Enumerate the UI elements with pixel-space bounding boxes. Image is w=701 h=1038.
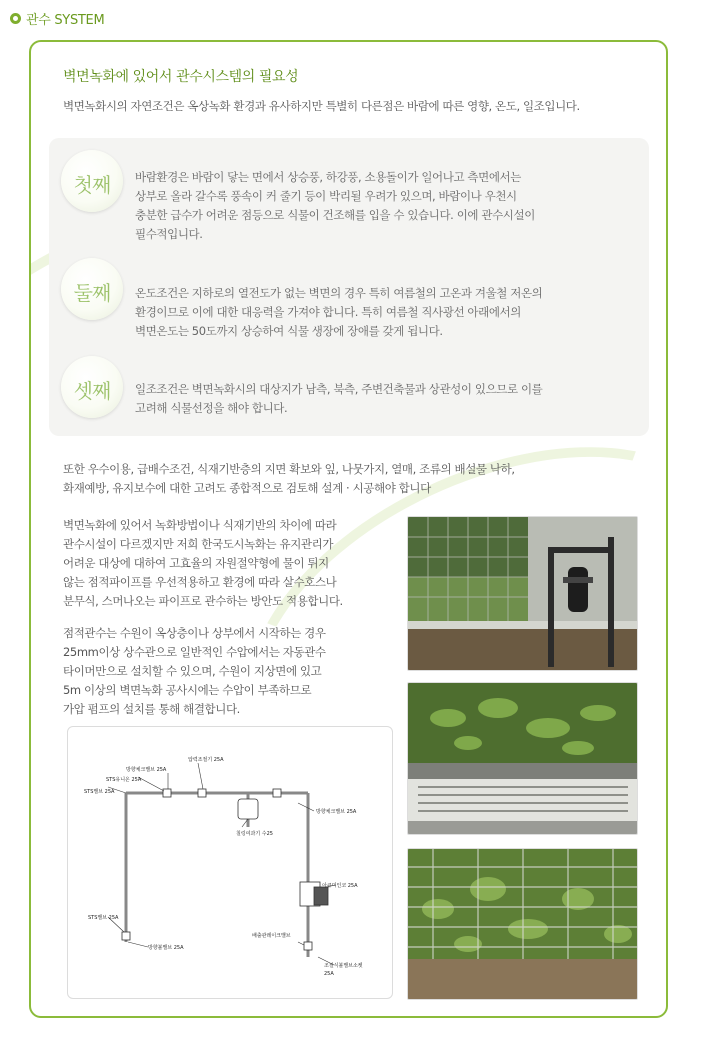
conditions-box	[49, 138, 649, 436]
photo-green-wall	[407, 848, 638, 1000]
section-intro: 벽면녹화시의 자연조건은 옥상녹화 환경과 유사하지만 특별히 다른점은 바람에 따른 영향, 온도, 일조입니다.	[63, 99, 580, 113]
section-title: 벽면녹화에 있어서 관수시스템의 필요성	[63, 69, 299, 85]
svg-text:배출관레이크밸브: 배출관레이크밸브	[252, 933, 291, 939]
svg-text:압력조절기 25A: 압력조절기 25A	[188, 757, 224, 763]
svg-text:방향체크밸브 25A: 방향체크밸브 25A	[316, 809, 357, 815]
svg-text:25A: 25A	[324, 971, 334, 977]
svg-text:STS밸브 25A: STS밸브 25A	[84, 789, 115, 795]
svg-text:칠링여과기 수25: 칠링여과기 수25	[236, 831, 273, 837]
condition-text: 온도조건은 지하로의 열전도가 없는 벽면의 경우 특히 여름철의 고온과 겨울철 저온의 환경이므로 이에 대한 대응력을 가져야 합니다. 특히 여름철 직사광선 아래에서의 벽면온도는 50도까지 상승하여 식물 생장에 장애를 갖게 됩니다.	[135, 286, 543, 338]
paragraph-considerations: 또한 우수이용, 급배수조건, 식재기반층의 지면 확보와 잎, 나뭇가지, 열매, 조류의 배설물 낙하, 화재예방, 유지보수에 대한 고려도 종합적으로 검토해 설계 · 시공해야 합니다	[63, 462, 515, 495]
badge-second: 둘째	[61, 258, 123, 320]
svg-text:아큐미인코 25A: 아큐미인코 25A	[322, 883, 358, 889]
condition-text: 일조조건은 벽면녹화시의 대상지가 남측, 북측, 주변건축물과 상관성이 있으므로 이를 고려해 식물선정을 해야 합니다.	[135, 382, 543, 415]
header-title: 관수 SYSTEM	[26, 12, 105, 28]
condition-text: 바람환경은 바람이 닿는 면에서 상승풍, 하강풍, 소용돌이가 일어나고 측면에서는 상부로 올라 갈수록 풍속이 커 줄기 등이 박리될 우려가 있으며, 바람이나 우천시 충분한 급수가 어려운 점등으로 식물이 건조해를 입을 수 있습니다. 이에 관수시설이 필수적입니다.	[135, 170, 535, 241]
paragraph-methods: 벽면녹화에 있어서 녹화방법이나 식재기반의 차이에 따라 관수시설이 다르겠지만 저희 한국도시녹화는 유지관리가 어려운 대상에 대하여 고효율의 자원절약형에 물이 튀지 않는 점적파이프를 우선적용하고 환경에 따라 살수호스나 분무식, 스머나오는 파이프로 관수하는 방안도 적용합니다.	[63, 518, 343, 608]
svg-text:STS밸브 25A: STS밸브 25A	[88, 915, 119, 921]
photo-irrigation-equipment	[407, 516, 638, 671]
irrigation-diagram	[67, 726, 393, 999]
svg-text:방향볼밸브 25A: 방향볼밸브 25A	[148, 945, 184, 951]
badge-third: 셋째	[61, 356, 123, 418]
svg-text:STS유니온 25A: STS유니온 25A	[106, 777, 142, 783]
paragraph-drip-irrigation: 점적관수는 수원이 옥상층이나 상부에서 시작하는 경우 25mm이상 상수관으로 일반적인 수압에서는 자동관수 타이머만으로 설치할 수 있으며, 수원이 지상면에 있고 5m 이상의 벽면녹화 공사시에는 수압이 부족하므로 가압 펌프의 설치를 통해 해결합니다.	[63, 626, 326, 716]
svg-text:방향체크밸브 25A: 방향체크밸브 25A	[126, 767, 167, 773]
photo-planter	[407, 682, 638, 835]
content-frame	[29, 40, 668, 1018]
svg-text:조절식볼밸브소켓: 조절식볼밸브소켓	[324, 963, 363, 969]
badge-first: 첫째	[61, 150, 123, 212]
bullet-icon	[10, 13, 21, 24]
section-header	[10, 8, 104, 28]
